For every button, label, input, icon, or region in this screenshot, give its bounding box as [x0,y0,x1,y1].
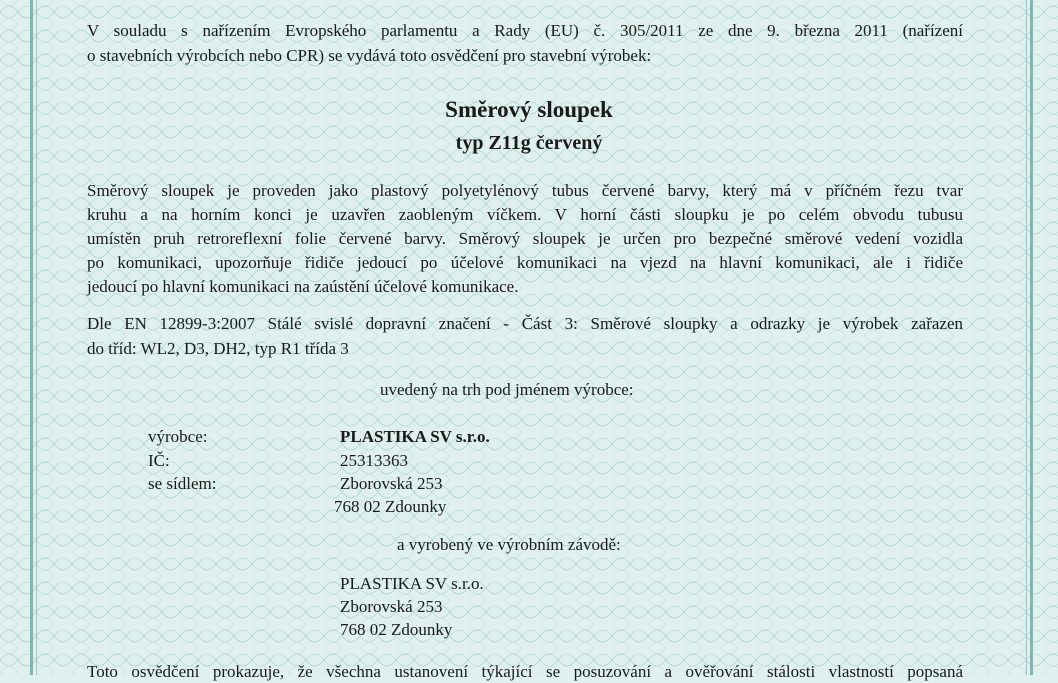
description-line: po komunikaci, upozorňuje řidiče jedoucí po účelové komunikaci na vjezd na hlavní komunikaci, ale i řidiče [87,253,963,272]
footer-partial-line: Toto osvědčení prokazuje, že všechna ustanovení týkající se posuzování a ověřování stálosti vlastností popsaná [87,662,963,681]
product-title: Směrový sloupek [445,97,613,122]
description-line: kruhu a na horním konci je uzavřen zaobleným víčkem. V horní části sloupku je po celém obvodu tubusu [87,205,963,224]
description-line: jedoucí po hlavní komunikaci na zaústění účelové komunikace. [87,277,519,296]
label-manufacturer: výrobce: [148,427,208,446]
classification-line-2: do tříd: WL2, D3, DH2, typ R1 třída 3 [87,339,349,358]
description-line: umístěn pruh retroreflexní folie červené barvy. Směrový sloupek je určen pro bezpečné směrové vedení vozidla [87,229,963,248]
label-seat: se sídlem: [148,474,217,493]
plant-name: PLASTIKA SV s.r.o. [340,574,484,593]
classification-line-1: Dle EN 12899-3:2007 Stálé svislé dopravní značení - Část 3: Směrové sloupky a odrazky je výrobek zařazen [87,314,963,333]
manufacturer-name: PLASTIKA SV s.r.o. [340,427,490,446]
manufacturer-ic: 25313363 [340,451,408,470]
plant-street: Zborovská 253 [340,597,443,616]
description-line: Směrový sloupek je proveden jako plastový polyetylénový tubus červené barvy, který má v příčném řezu tvar [87,181,963,200]
product-subtitle: typ Z11g červený [455,132,603,154]
plant-heading: a vyrobený ve výrobním závodě: [397,535,621,554]
label-ic: IČ: [148,451,170,470]
plant-city: 768 02 Zdounky [340,620,453,639]
intro-line-1: V souladu s nařízením Evropského parlamentu a Rady (EU) č. 305/2011 ze dne 9. března 2011 (nařízení [87,21,963,40]
intro-line-2: o stavebních výrobcích nebo CPR) se vydává toto osvědčení pro stavební výrobek: [87,46,652,65]
market-heading: uvedený na trh pod jménem výrobce: [380,380,634,399]
manufacturer-city: 768 02 Zdounky [334,497,447,516]
manufacturer-street: Zborovská 253 [340,474,443,493]
